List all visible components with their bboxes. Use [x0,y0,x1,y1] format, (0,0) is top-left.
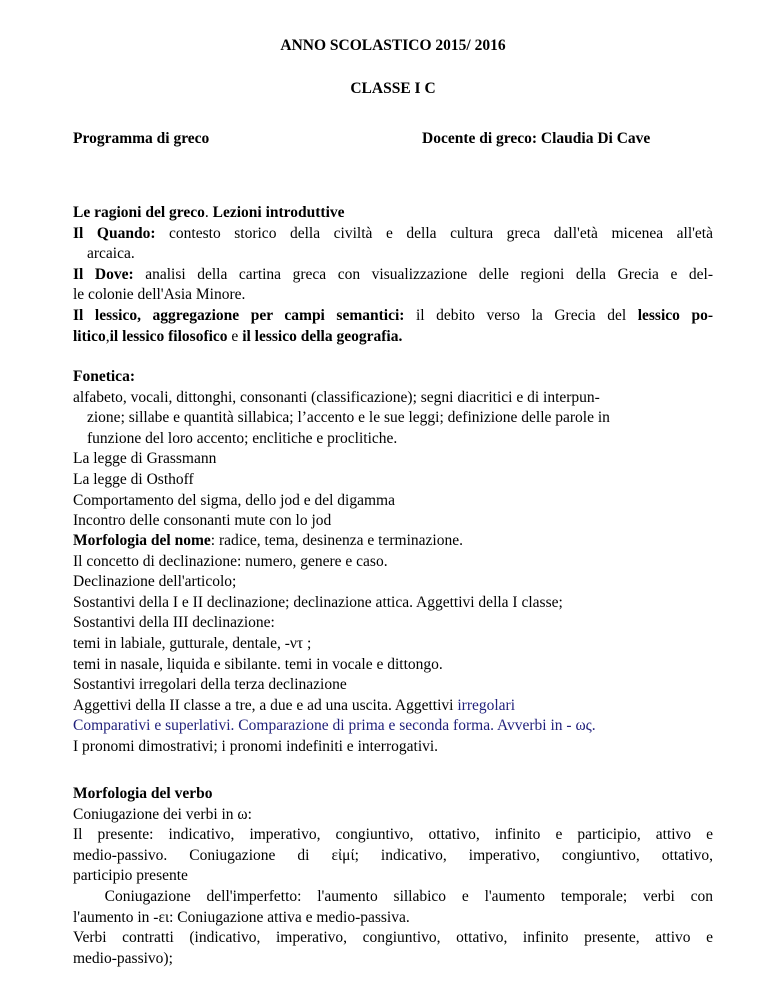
lessico-text-2: , [105,327,110,345]
dove-label: Il Dove: [73,265,134,283]
lessico-text-1: il debito verso la Grecia del [404,306,638,324]
quando-label: Il Quando: [73,224,156,242]
nome-line4: Sostantivi della III declinazione: [73,614,275,632]
fonetica-line3: funzione del loro accento; enclitiche e proclitiche. [87,429,398,447]
school-year-heading: ANNO SCOLASTICO 2015/ 2016 [280,37,506,54]
lessico-line1 [73,306,713,327]
verbo-line1: Coniugazione dei verbi in ω: [73,805,252,823]
dove-text-1: analisi della cartina greca con visualizzazione delle regioni della Grecia e del- [133,265,713,283]
intro-section [73,203,713,347]
nome-title-rest: : radice, tema, desinenza e terminazione. [210,532,463,549]
dove-line2: le colonie dell'Asia Minore. [73,286,246,304]
nome-line2: Declinazione dell'articolo; [73,573,237,591]
lessico-label: Il lessico, aggregazione per campi semantici: [73,306,405,324]
dove-line1 [73,265,713,286]
nome-line5: temi in labiale, gutturale, dentale, -ντ ; [73,634,312,652]
verbo-line5: Coniugazione dell'imperfetto: l'aumento sillabico e l'aumento temporale; verbi con [73,887,713,905]
teacher-name: Docente di greco: Claudia Di Cave [422,130,651,147]
fonetica-line7: Incontro delle consonanti mute con lo jod [73,512,332,530]
lessico-text-3: e [227,327,243,345]
nome-line8 [73,696,713,717]
intro-title-b: . [204,204,213,221]
verbo-line2: Il presente: indicativo, imperativo, congiuntivo, ottativo, infinito e participio, attivo e [73,826,713,844]
fonetica-line1: alfabeto, vocali, dittonghi, consonanti (classificazione); segni diacritici e di interpun- [73,388,600,406]
nome-section [73,531,713,758]
nome-line8-a: Aggettivi della II classe a tre, a due e ad una uscita. Aggettivi [73,696,458,714]
nome-title-line [73,531,713,552]
verbo-line8: medio-passivo); [73,949,173,967]
quando-text-1: contesto storico della civiltà e della cultura greca dall'età micenea all'età [155,224,713,242]
intro-title [73,203,713,224]
class-heading: CLASSE I C [350,80,436,97]
fonetica-line4: La legge di Grassmann [73,450,217,468]
nome-line1: Il concetto di declinazione: numero, genere e caso. [73,552,388,570]
nome-line7: Sostantivi irregolari della terza declinazione [73,676,347,694]
verbo-line7: Verbi contratti (indicativo, imperativo, congiuntivo, ottativo, infinito presente, attivo e [73,929,713,947]
nome-title: Morfologia del nome [73,532,211,549]
verbo-line6: l'aumento in -ει: Coniugazione attiva e medio-passiva. [73,908,410,926]
fonetica-line2: zione; sillabe e quantità sillabica; l’accento e le sue leggi; definizione delle parole in [87,409,610,427]
program-meta [73,129,713,150]
lessico-bold-1: lessico po- [637,306,713,324]
verbo-title: Morfologia del verbo [73,785,213,802]
nome-line9: Comparativi e superlativi. Comparazione di prima e seconda forma. Avverbi in - ως. [73,717,596,735]
fonetica-title: Fonetica: [73,368,135,385]
lessico-bold-3: il lessico filosofico [109,327,228,345]
fonetica-section [73,367,713,532]
program-title: Programma di greco [73,130,210,147]
lessico-bold-2: litico [73,327,106,345]
nome-line6: temi in nasale, liquida e sibilante. temi in vocale e dittongo. [73,655,443,673]
verbo-section [73,784,713,969]
nome-line8-b: irregolari [457,696,516,714]
verbo-line3: medio-passivo. Coniugazione di εἰμί; indicativo, imperativo, congiuntivo, ottativo, [73,846,713,864]
lessico-line2 [73,327,713,348]
quando-line2: arcaica. [87,245,135,263]
verbo-line4: participio presente [73,867,188,885]
fonetica-line6: Comportamento del sigma, dello jod e del digamma [73,491,395,509]
fonetica-line5: La legge di Osthoff [73,470,194,488]
intro-title-c: Lezioni introduttive [212,204,345,221]
lessico-bold-4: il lessico della geografia. [242,327,403,345]
intro-title-a: Le ragioni del greco [73,204,205,221]
nome-line3: Sostantivi della I e II declinazione; declinazione attica. Aggettivi della I classe; [73,593,563,611]
quando-line1 [73,224,713,245]
nome-line10: I pronomi dimostrativi; i pronomi indefiniti e interrogativi. [73,737,439,755]
